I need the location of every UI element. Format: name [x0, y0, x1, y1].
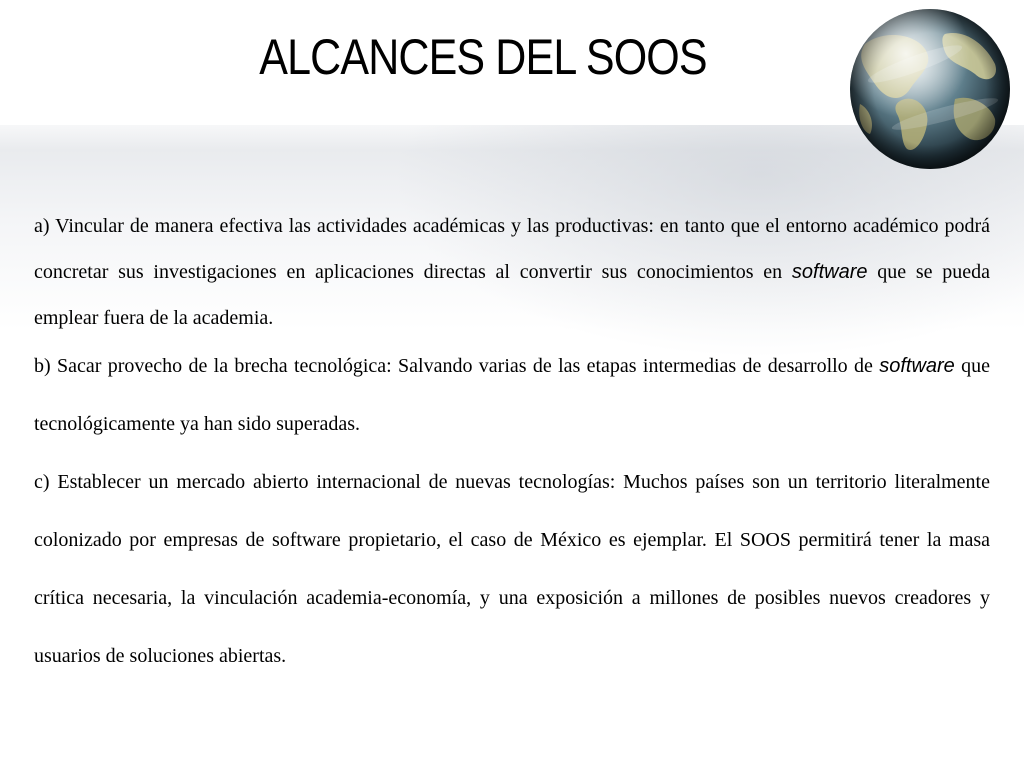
paragraph-b [34, 337, 990, 453]
slide-body [34, 203, 990, 685]
paragraph-a-text-1: a) Vincular de manera efectiva las actividades académicas y las productivas: en tanto que el entorno académico podrá concretar sus investigaciones en aplicaciones directas al convertir sus conocimientos en [34, 215, 990, 283]
globe-icon [845, 4, 1015, 174]
paragraph-a [34, 203, 990, 341]
paragraph-a-text-2: que se pueda emplear fuera de la academia. [34, 261, 991, 329]
slide-title: ALCANCES DEL SOOS [259, 29, 707, 85]
paragraph-b-text-1: b) Sacar provecho de la brecha tecnológica: Salvando varias de las etapas intermedias de desarrollo de [34, 355, 880, 377]
paragraph-c-text: c) Establecer un mercado abierto internacional de nuevas tecnologías: Muchos países son un territorio literalmente colonizado por empresas de software propietario, el caso de México es ejemplar. El SOOS permitirá tener la masa crítica necesaria, la vinculación academia-economía, y una exposición a millones de posibles nuevos creadores y usuarios de soluciones abiertas. [34, 471, 990, 667]
paragraph-c [34, 453, 990, 685]
paragraph-b-emphasis: software [879, 355, 955, 377]
paragraph-b-text-2: que tecnológicamente ya han sido superadas. [34, 355, 990, 435]
paragraph-a-emphasis: software [791, 261, 868, 283]
